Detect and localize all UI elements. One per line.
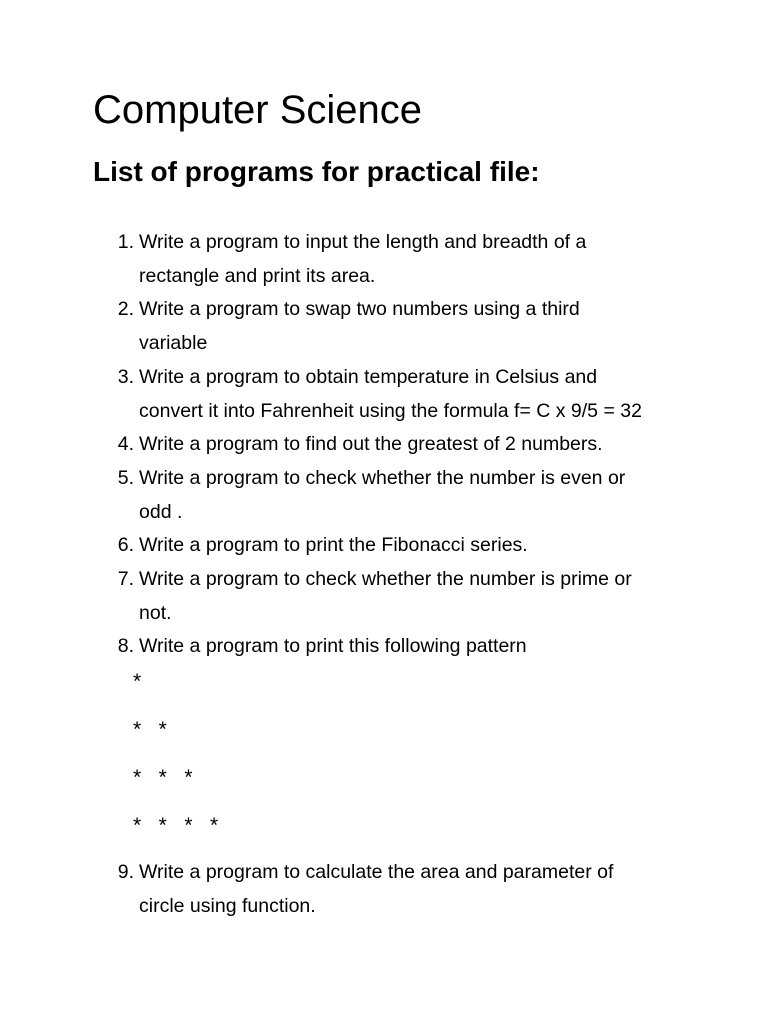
list-item-number: 4. — [117, 433, 134, 456]
pattern-row: * * — [133, 718, 167, 742]
list-item-line: Write a program to swap two numbers using a third — [139, 298, 580, 321]
list-item-line: variable — [139, 332, 208, 355]
list-item — [0, 428, 700, 462]
pattern-row: * * * * — [133, 814, 219, 838]
list-item — [0, 226, 700, 293]
list-item-line: odd . — [139, 500, 183, 523]
list-item-number: 8. — [117, 635, 134, 658]
list-item-line: Write a program to obtain temperature in Celsius and — [139, 365, 598, 388]
list-item — [0, 462, 700, 529]
list-item-line: Write a program to check whether the number is even or — [139, 466, 626, 489]
list-item — [0, 630, 700, 664]
list-item-number: 2. — [117, 298, 134, 321]
page-subtitle: List of programs for practical file: — [93, 156, 540, 187]
star-pattern — [0, 664, 700, 856]
list-item-line: Write a program to print this following pattern — [139, 635, 527, 658]
list-item-line: Write a program to input the length and breadth of a — [139, 231, 587, 253]
list-item-line: convert it into Fahrenheit using the formula f= C x 9/5 = 32 — [139, 399, 642, 422]
list-item-number: 6. — [117, 534, 134, 557]
list-item-number: 1. — [117, 231, 134, 253]
pattern-row: * * * — [133, 766, 193, 790]
list-item-number: 9. — [117, 861, 134, 884]
list-item-number: 5. — [117, 466, 134, 489]
pattern-row: * — [133, 670, 142, 694]
page-title: Computer Science — [93, 88, 423, 132]
list-item-line: Write a program to calculate the area and parameter of — [139, 861, 614, 884]
list-item-line: Write a program to print the Fibonacci series. — [139, 534, 528, 557]
list-item-line: Write a program to find out the greatest of 2 numbers. — [139, 433, 603, 456]
list-item-number: 3. — [117, 365, 134, 388]
list-item — [0, 856, 700, 923]
list-item — [0, 563, 700, 630]
list-item-line: rectangle and print its area. — [139, 264, 376, 287]
program-list — [0, 226, 700, 924]
list-item — [0, 293, 700, 360]
list-item-line: Write a program to check whether the number is prime or — [139, 568, 632, 591]
list-item — [0, 361, 700, 428]
list-item — [0, 529, 700, 563]
list-item-line: circle using function. — [139, 894, 316, 917]
list-item-number: 7. — [117, 568, 134, 591]
list-item-line: not. — [139, 601, 172, 624]
